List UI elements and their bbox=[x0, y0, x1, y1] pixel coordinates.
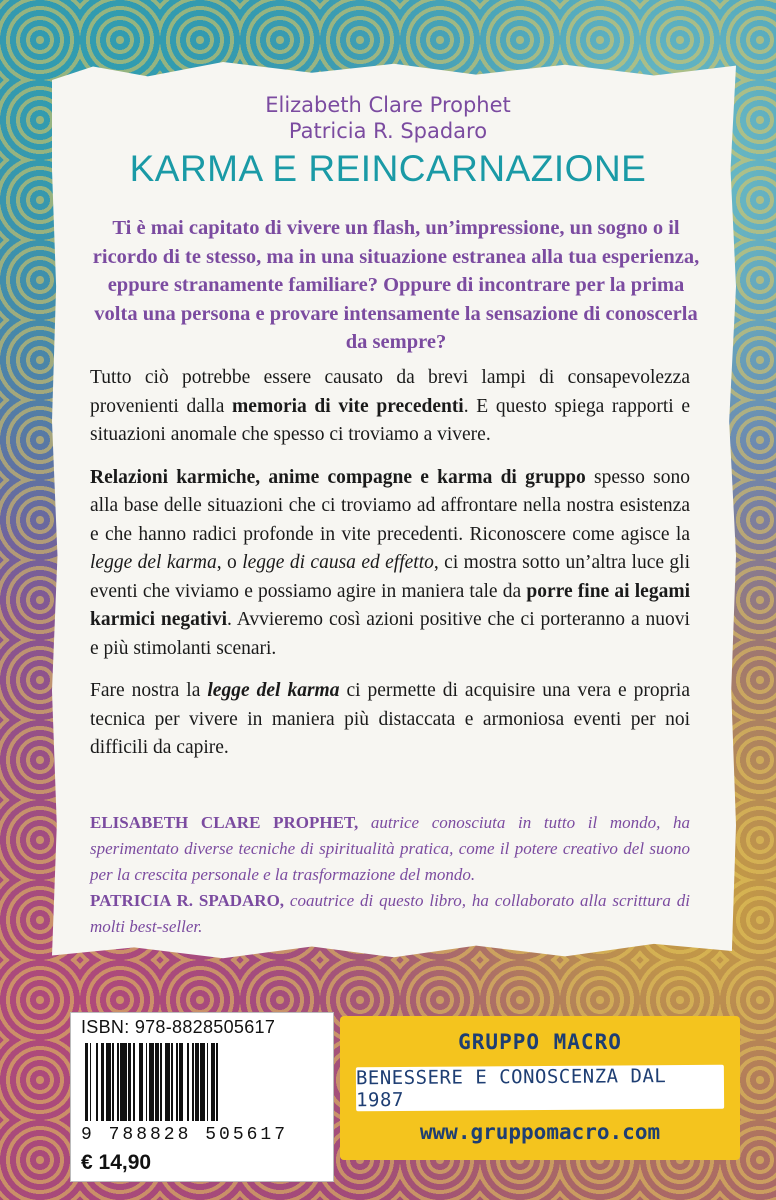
barcode-bar bbox=[139, 1043, 142, 1121]
author-1: Elizabeth Clare Prophet bbox=[265, 93, 511, 117]
barcode-bar bbox=[146, 1043, 148, 1121]
isbn-label: ISBN: 978-8828505617 bbox=[81, 1017, 276, 1037]
bold-run: memoria di vite precedenti bbox=[232, 395, 464, 417]
bold-run: porre fine ai legami karmici negativi bbox=[90, 580, 690, 630]
barcode-bar bbox=[101, 1043, 104, 1121]
barcode-bar bbox=[155, 1043, 158, 1121]
publisher-tagline: BENESSERE E CONOSCENZA DAL 1987 bbox=[356, 1065, 724, 1112]
text-run: , ci mostra sotto un’altra luce gli eventi che viviamo e possiamo agire in maniera tale da bbox=[90, 552, 691, 602]
publisher-name: GRUPPO MACRO bbox=[458, 1030, 622, 1054]
blurb-paragraph-3 bbox=[90, 677, 690, 763]
barcode-bar bbox=[106, 1043, 111, 1121]
bio-spadaro bbox=[90, 888, 690, 940]
text-run: ci permette di acquisire una vera e propria tecnica per vivere in maniera più distaccata e armoniosa eventi per noi difficili da capire. bbox=[90, 680, 690, 758]
author-2: Patricia R. Spadaro bbox=[288, 119, 488, 143]
barcode-bar bbox=[133, 1043, 135, 1121]
barcode-bar bbox=[200, 1043, 205, 1121]
barcode-bar bbox=[112, 1043, 114, 1121]
blurb-body bbox=[90, 364, 690, 777]
blurb-paragraph-1 bbox=[90, 364, 690, 450]
blurb-paragraph-2 bbox=[90, 464, 690, 664]
bold-run: Relazioni karmiche, anime compagne e karma di gruppo bbox=[90, 466, 586, 488]
barcode-bar bbox=[149, 1043, 154, 1121]
italic-run: legge del karma bbox=[90, 552, 217, 573]
barcode-digits: 9 788828 505617 bbox=[81, 1125, 289, 1145]
barcode-bar bbox=[128, 1043, 131, 1121]
bio-name: PATRICIA R. SPADARO, bbox=[90, 891, 285, 910]
barcode-bar bbox=[192, 1043, 194, 1121]
barcode-bars bbox=[85, 1043, 323, 1121]
bio-name: ELISABETH CLARE PROPHET, bbox=[90, 813, 359, 832]
barcode-bar bbox=[90, 1043, 92, 1121]
bio-text: coautrice di questo libro, ha collaborato alla scrittura di molti best-seller. bbox=[90, 891, 690, 936]
barcode-bar bbox=[216, 1043, 218, 1121]
text-run: Tutto ciò potrebbe essere causato da brevi lampi di consapevolezza provenienti dalla bbox=[90, 367, 690, 417]
italic-run: legge di causa ed effetto bbox=[242, 552, 434, 573]
author-names bbox=[0, 92, 776, 144]
text-run: . Avvieremo così azioni positive che ci porteranno a nuovi e più stimolanti scenari. bbox=[90, 609, 690, 659]
barcode-bar bbox=[171, 1043, 173, 1121]
book-title: KARMA E REINCARNAZIONE bbox=[129, 148, 647, 189]
publisher-box bbox=[340, 1016, 740, 1160]
barcode-bar bbox=[179, 1043, 182, 1121]
barcode-bar bbox=[120, 1043, 126, 1121]
intro-text: Ti è mai capitato di vivere un flash, un’impressione, un sogno o il ricordo di te stesso, ma in una situazione estranea alla tua esperienza, eppure stranamente familiare? Oppure di incontrare per la prima volta una persona e provare intensamente la sensazione di conoscerla da sempre? bbox=[92, 217, 700, 353]
barcode-bar bbox=[176, 1043, 178, 1121]
barcode-bar bbox=[160, 1043, 162, 1121]
text-run: . E questo spiega rapporti e situazioni anomale che spesso ci troviamo a vivere. bbox=[90, 395, 690, 445]
price: € 14,90 bbox=[81, 1151, 152, 1174]
bold-italic-run: legge del karma bbox=[207, 680, 340, 701]
barcode-box bbox=[70, 1012, 334, 1182]
bio-text: autrice conosciuta in tutto il mondo, ha sperimentato diverse tecniche di spiritualità pratica, come il potere creativo del suono per la crescita personale e la trasformazione del mondo. bbox=[90, 813, 691, 884]
barcode-bar bbox=[207, 1043, 209, 1121]
barcode-bar bbox=[195, 1043, 198, 1121]
barcode-bar bbox=[165, 1043, 170, 1121]
barcode-bar bbox=[187, 1043, 189, 1121]
barcode-bar bbox=[96, 1043, 98, 1121]
barcode-bar bbox=[85, 1043, 88, 1121]
text-run: Fare nostra la bbox=[90, 680, 208, 701]
publisher-url: www.gruppomacro.com bbox=[419, 1120, 661, 1144]
author-bios bbox=[90, 810, 690, 940]
text-run: spesso sono alla base delle situazioni che ci troviamo ad affrontare nella nostra esistenza e che hanno radici profonde in vite precedenti. Riconoscere come agisce la bbox=[90, 466, 690, 545]
bio-prophet bbox=[90, 810, 690, 888]
text-run: , o bbox=[216, 552, 243, 573]
barcode-bar bbox=[211, 1043, 214, 1121]
barcode-bar bbox=[117, 1043, 119, 1121]
